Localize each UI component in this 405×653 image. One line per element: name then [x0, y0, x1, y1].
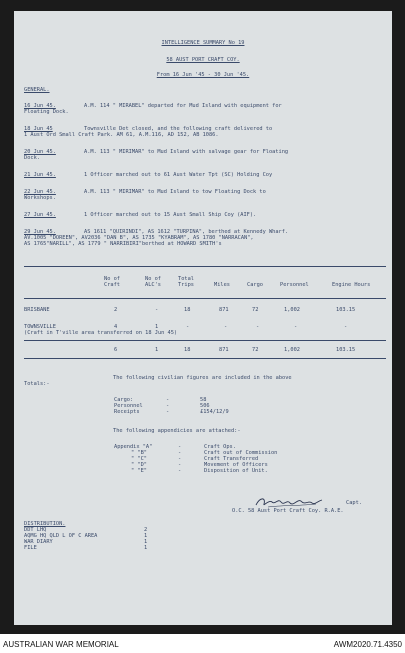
appendix-key: " "B" [131, 450, 147, 456]
appendix-key: " "E" [131, 468, 147, 474]
appendix-dash: - [178, 468, 182, 474]
entry-date: 22 Jun 45. [24, 189, 56, 195]
table-cell: - [155, 307, 159, 313]
civilian-dash: - [166, 403, 170, 409]
civilian-value: £154/12/9 [200, 409, 229, 415]
appendix-dash: - [178, 444, 182, 450]
row-label-brisbane: BRISBANE [24, 307, 50, 313]
appendix-dash: - [178, 462, 182, 468]
distribution-qty: 1 [144, 539, 148, 545]
civilian-intro: The following civilian figures are included in the above [113, 375, 292, 381]
table-rule-header [24, 298, 386, 299]
document-page [14, 11, 392, 625]
row-label-townsville: TOWNSVILLE [24, 324, 56, 330]
appendix-key: " "C" [131, 456, 147, 462]
table-cell: - [294, 324, 298, 330]
civilian-label: Receipts [114, 409, 140, 415]
col-header-alcs: No of ALC's [145, 276, 161, 289]
table-cell: 4 [114, 324, 118, 330]
table-cell: 72 [252, 307, 259, 313]
civilian-dash: - [166, 409, 170, 415]
total-cell: 6 [114, 347, 118, 353]
appendix-desc: Movement of Officers [204, 462, 268, 468]
appendix-dash: - [178, 450, 182, 456]
total-cell: 72 [252, 347, 259, 353]
distribution-item: AQMG HQ QLD L OF C AREA [24, 533, 98, 539]
totals-label: Totals:- [24, 381, 50, 387]
entry-text: Townsville Det closed, and the following craft delivered to [84, 126, 273, 132]
distribution-heading: DISTRIBUTION. [24, 521, 66, 527]
appendix-desc: Craft Transferred [204, 456, 259, 462]
total-cell: 871 [219, 347, 229, 353]
col-header-personnel: Personnel [280, 282, 309, 288]
entry-text: 1 Officer marched out to 15 Aust Small Ship Coy (AIF). [84, 212, 257, 218]
table-cell: 871 [219, 307, 229, 313]
table-cell: 2 [114, 307, 118, 313]
table-cell: 1 [155, 324, 159, 330]
col-header-miles: Miles [214, 282, 230, 288]
entry-text: Workshops. [24, 195, 56, 201]
distribution-item: FILE [24, 545, 37, 551]
civilian-value: 506 [200, 403, 210, 409]
appendix-key: " "D" [131, 462, 147, 468]
archive-footer [0, 634, 405, 653]
table-cell: 1,002 [284, 307, 300, 313]
total-cell: 18 [184, 347, 191, 353]
table-note: (Craft in T'ville area transferred on 18 Jun 45) [24, 330, 178, 336]
entry-text: Floating Dock. [24, 109, 69, 115]
footer-accession-id: AWM2020.71.4350 [333, 640, 402, 649]
unit-name: 58 AUST PORT CRAFT COY. [166, 57, 240, 63]
table-cell: - [224, 324, 228, 330]
civilian-dash: - [166, 397, 170, 403]
table-rule-totals [24, 340, 386, 341]
entry-text: A.M. 114 " MIRABEL" departed for Mud Island with equipment for [84, 103, 282, 109]
table-cell: - [344, 324, 348, 330]
entry-text: AS 1765"NARILL", AS 1779 " NARRIBIRI"berthed at HOWARD SMITH's [24, 241, 222, 247]
table-cell: 103.15 [336, 307, 356, 313]
table-cell: - [256, 324, 260, 330]
entry-text: AS 1611 "QUIRINDI", AS 1612 "TURPINA", berthed at Kennedy Wharf. [84, 229, 289, 235]
col-header-trips: Total Trips [178, 276, 194, 289]
document-title: INTELLIGENCE SUMMARY No 19 [161, 40, 245, 46]
entry-date: 20 Jun 45. [24, 149, 56, 155]
civilian-label: Personnel [114, 403, 143, 409]
distribution-qty: 1 [144, 533, 148, 539]
civilian-value: 58 [200, 397, 207, 403]
total-cell: 1 [155, 347, 159, 353]
col-header-cargo: Cargo [247, 282, 263, 288]
signature-line: O.C. 58 Aust Port Craft Coy. R.A.E. [232, 508, 344, 514]
entry-text: A.M. 113 " MIRIMAR" to Mud Island with salvage gear for Floating [84, 149, 289, 155]
distribution-qty: 2 [144, 527, 148, 533]
report-period: From 16 Jun '45 - 30 Jun '45. [156, 72, 250, 78]
appendix-desc: Disposition of Unit. [204, 468, 268, 474]
footer-institution: AUSTRALIAN WAR MEMORIAL [3, 640, 119, 649]
distribution-qty: 1 [144, 545, 148, 551]
total-cell: 1,002 [284, 347, 300, 353]
entry-text: AV.1005 "DOREEN", AV2036 "DAN B", AS 1735 "KYABRAM", AS 1780 "NARRACAN", [24, 235, 254, 241]
appendix-dash: - [178, 456, 182, 462]
signature-rank: Capt. [346, 500, 362, 506]
table-cell: - [186, 324, 190, 330]
total-cell: 103.15 [336, 347, 356, 353]
table-rule-bottom [24, 358, 386, 359]
col-header-engine-hours: Engine Hours [332, 282, 371, 288]
entry-text: Dock. [24, 155, 40, 161]
entry-text: A.M. 113 " MIRIMAR" to Mud Island to tow Floating Dock to [84, 189, 266, 195]
entry-text: 1 Officer marched out to 61 Aust Water Tpt (SC) Holding Coy [84, 172, 273, 178]
col-header-craft: No of Craft [104, 276, 120, 289]
entry-text: 1 Aust Ord Small Craft Park. AM 61, A.M.116, AD 152, AB 1086. [24, 132, 219, 138]
entry-date: 18 Jun 45 [24, 126, 53, 132]
appendix-desc: Craft Ops. [204, 444, 236, 450]
general-heading: GENERAL. [24, 87, 50, 93]
table-rule-top [24, 266, 386, 267]
table-cell: 18 [184, 307, 191, 313]
entry-date: 21 Jun 45. [24, 172, 56, 178]
distribution-item: DDT LHQ [24, 527, 47, 533]
distribution-item: WAR DIARY [24, 539, 53, 545]
appendix-desc: Craft out of Commission [204, 450, 278, 456]
entry-date: 16 Jun 45. [24, 103, 56, 109]
entry-date: 29 Jun 45. [24, 229, 56, 235]
entry-date: 27 Jun 45. [24, 212, 56, 218]
appendices-intro: The following appendicies are attached:- [113, 428, 241, 434]
appendix-key: Appendix "A" [114, 444, 153, 450]
civilian-label: Cargo: [114, 397, 134, 403]
